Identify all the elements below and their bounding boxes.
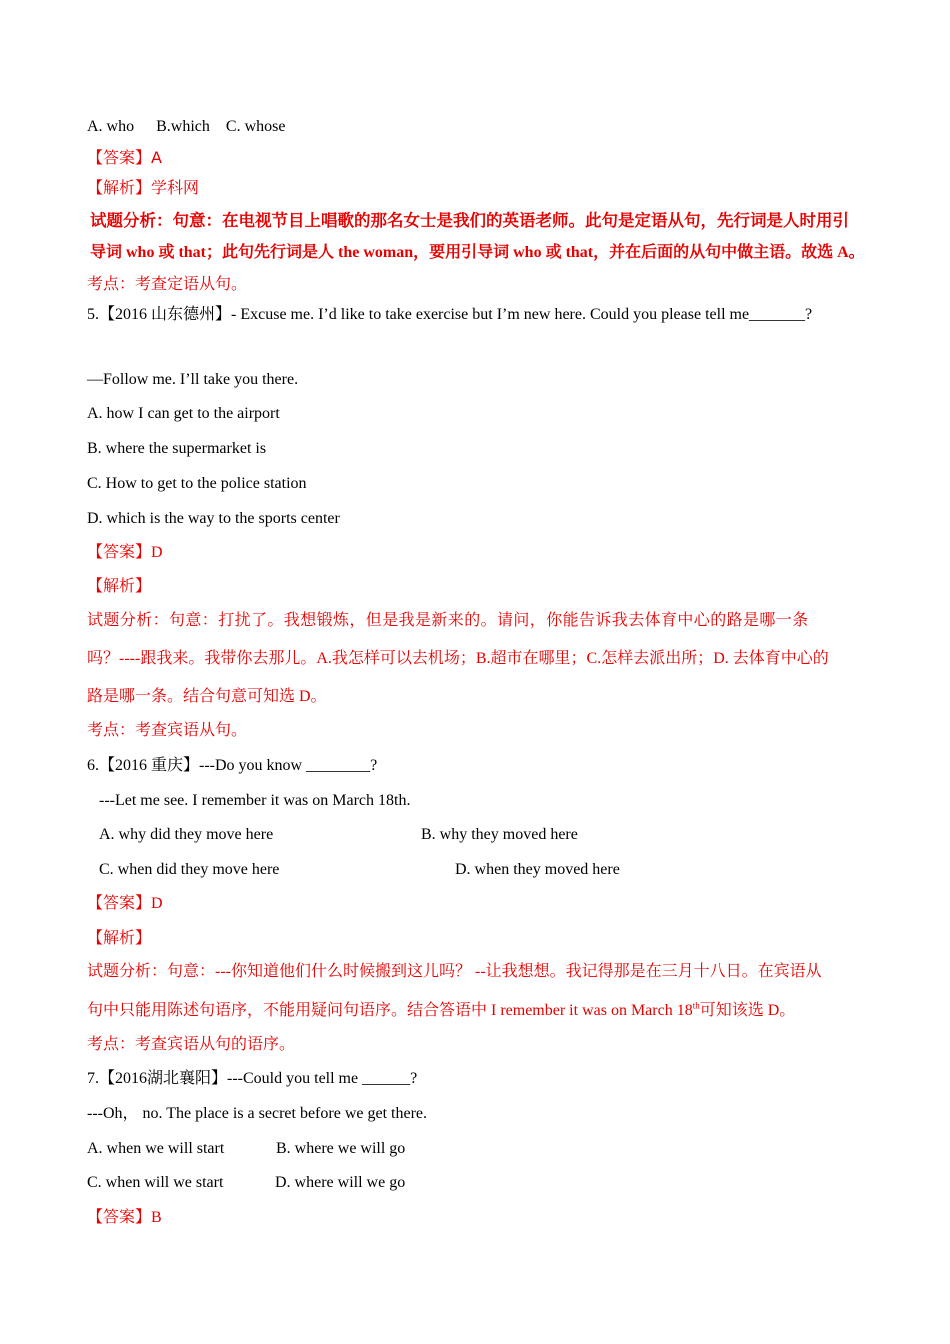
q4-analysis-line-2: 导词 who 或 that；此句先行词是人 the woman，要用引导词 who 或 that，并在后面的从句中做主语。故选 A。 — [90, 244, 865, 261]
q4-answer: 【答案】A — [87, 148, 162, 167]
q5-option-c: C. How to get to the police station — [87, 475, 307, 492]
q7-stem-row — [87, 1069, 417, 1089]
q5-number: 5. — [87, 306, 99, 323]
q5-analysis-label: 【解析】 — [87, 578, 152, 595]
q6-analysis-line-2 — [87, 1001, 795, 1021]
q6-point: 考点：考查宾语从句的语序。 — [87, 1036, 296, 1053]
q5-option-a: A. how I can get to the airport — [87, 405, 280, 422]
q7-answer: 【答案】B — [87, 1209, 162, 1226]
q4-option-a: A. who — [87, 118, 135, 135]
q6-option-a: A. why did they move here — [99, 826, 274, 843]
q4-option-c: C. whose — [225, 118, 286, 135]
q6-reply: ---Let me see. I remember it was on March 18th. — [99, 792, 411, 809]
q7-option-b: B. where we will go — [276, 1140, 406, 1157]
q5-source: 【2016 山东德州】 — [99, 306, 232, 323]
q4-point: 考点：考查定语从句。 — [87, 276, 248, 293]
q6-option-d: D. when they moved here — [455, 861, 620, 878]
q5-point: 考点：考查宾语从句。 — [87, 722, 248, 739]
q5-analysis-line-1: 试题分析：句意：打扰了。我想锻炼，但是我是新来的。请问，你能告诉我去体育中心的路是哪一条 — [87, 612, 809, 629]
q5-answer: 【答案】D — [87, 544, 163, 561]
q4-option-b: B.which — [156, 118, 210, 135]
q7-number: 7. — [87, 1070, 99, 1087]
q5-analysis-line-2: 吗？----跟我来。我带你去那儿。A.我怎样可以去机场；B.超市在哪里；C.怎样去派出所；D. 去体育中心的 — [87, 650, 829, 667]
q5-stem-row — [87, 305, 812, 325]
q6-stem: ---Do you know ________? — [199, 757, 378, 774]
q7-option-a: A. when we will start — [87, 1140, 225, 1157]
q6-analysis-line-1: 试题分析：句意：---你知道他们什么时候搬到这儿吗？ --让我想想。我记得那是在三月十八日。在宾语从 — [87, 963, 822, 980]
q6-stem-row — [87, 756, 377, 776]
q5-stem: - Excuse me. I’d like to take exercise but I’m new here. Could you please tell me_______? — [231, 306, 813, 323]
q5-option-d: D. which is the way to the sports center — [87, 510, 340, 527]
q6-source: 【2016 重庆】 — [99, 757, 200, 774]
q6-analysis-superscript: th — [692, 1000, 700, 1011]
q6-option-c: C. when did they move here — [99, 861, 280, 878]
q6-analysis-line-2-end: 可知该选 D。 — [699, 1002, 796, 1019]
q5-option-b: B. where the supermarket is — [87, 440, 267, 457]
q6-analysis-line-2-main: 句中只能用陈述句语序，不能用疑问句语序。结合答语中 I remember it was on March 18 — [87, 1002, 693, 1019]
q6-option-b: B. why they moved here — [421, 826, 578, 843]
q7-option-d: D. where will we go — [275, 1174, 406, 1191]
q7-source: 【2016湖北襄阳】 — [99, 1070, 228, 1087]
q6-answer: 【答案】D — [87, 895, 163, 912]
q7-reply: ---Oh， no. The place is a secret before we get there. — [87, 1105, 427, 1122]
q4-options-row — [87, 117, 285, 137]
q6-number: 6. — [87, 757, 99, 774]
q4-analysis-label: 【解析】学科网 — [87, 178, 200, 197]
q7-stem: ---Could you tell me ______? — [227, 1070, 418, 1087]
q5-analysis-line-3: 路是哪一条。结合句意可知选 D。 — [87, 688, 327, 705]
q7-option-c: C. when will we start — [87, 1174, 224, 1191]
q4-analysis-line-1: 试题分析：句意：在电视节目上唱歌的那名女士是我们的英语老师。此句是定语从句，先行词是人时用引 — [90, 211, 849, 230]
q6-analysis-label: 【解析】 — [87, 930, 152, 947]
q5-reply: —Follow me. I’ll take you there. — [87, 371, 299, 388]
